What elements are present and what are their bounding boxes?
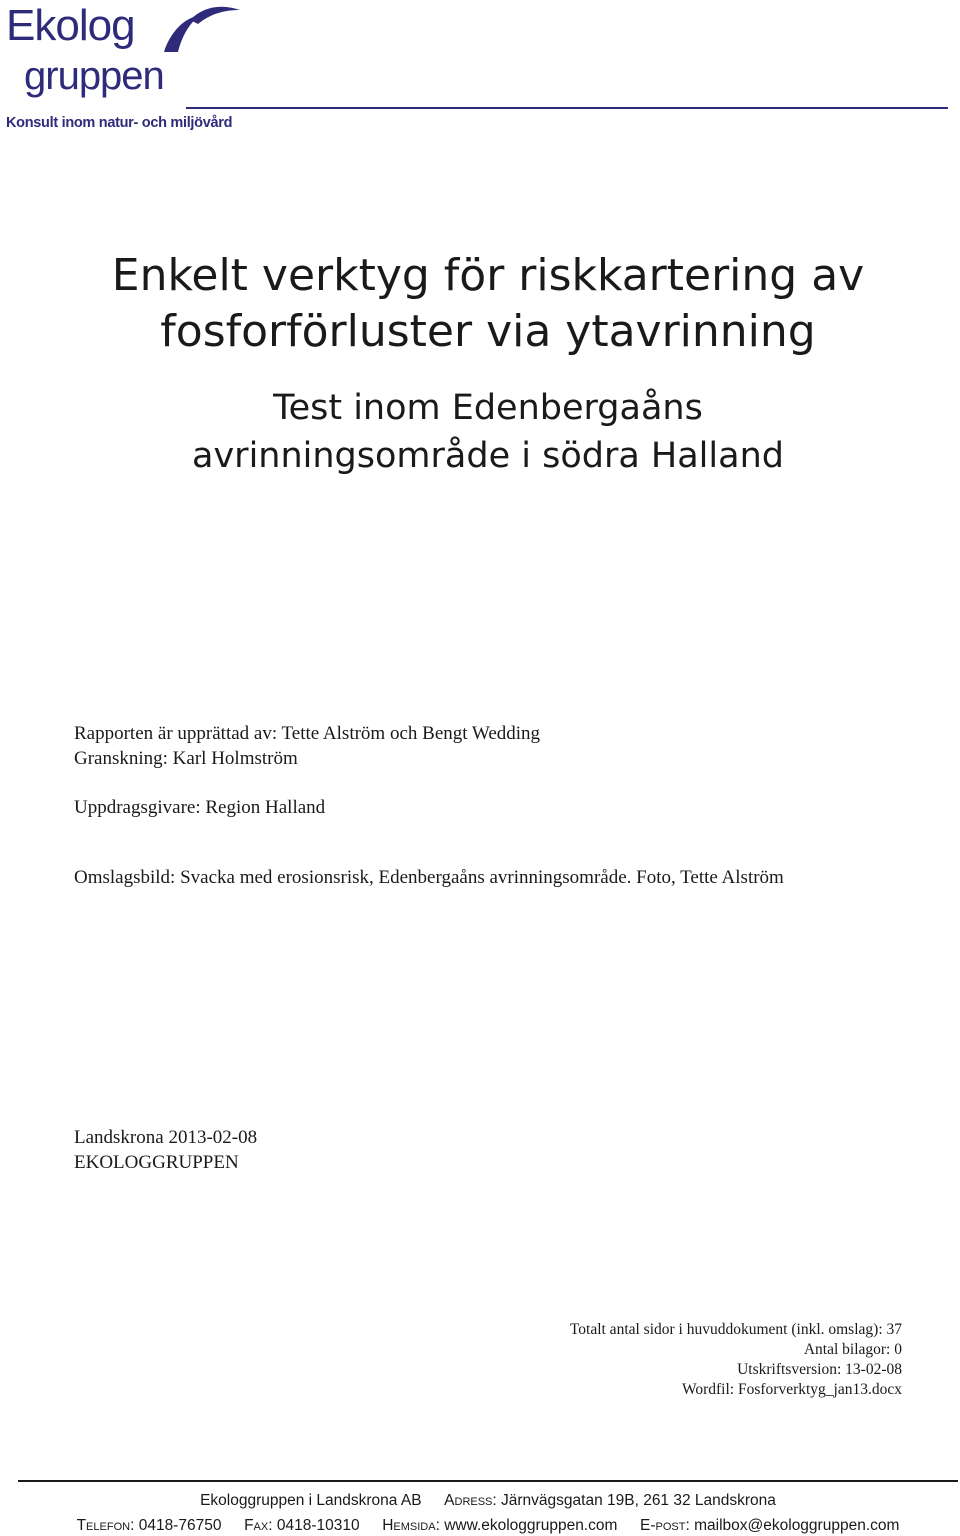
report-subtitle bbox=[0, 384, 960, 480]
logo-tagline: Konsult inom natur- och miljövård bbox=[6, 115, 233, 131]
organization-name: EKOLOGGRUPPEN bbox=[74, 1152, 239, 1173]
logo-wordmark-line2: gruppen bbox=[24, 54, 164, 98]
company-logo bbox=[0, 0, 960, 140]
footer-line-1 bbox=[0, 1492, 960, 1510]
header-divider bbox=[186, 107, 948, 109]
footer-phone: 0418-76750 bbox=[138, 1517, 222, 1534]
footer-web-label: Hemsida: bbox=[382, 1517, 440, 1534]
place-date: Landskrona 2013-02-08 bbox=[74, 1127, 258, 1148]
title-line-1: Enkelt verktyg för riskkartering av bbox=[111, 250, 865, 301]
footer-phone-label: Telefon: bbox=[76, 1517, 135, 1534]
footer-company: Ekologgruppen i Landskrona AB bbox=[200, 1492, 422, 1509]
authors-line: Rapporten är upprättad av: Tette Alström och Bengt Wedding bbox=[74, 723, 541, 744]
client-line: Uppdragsgivare: Region Halland bbox=[74, 797, 326, 818]
footer-email-link[interactable]: mailbox@ekologgruppen.com bbox=[694, 1517, 900, 1534]
logo-wordmark-line1: Ekolog bbox=[6, 1, 135, 50]
word-file-name: Wordfil: Fosforverktyg_jan13.docx bbox=[681, 1381, 902, 1398]
subtitle-line-2: avrinningsområde i södra Halland bbox=[192, 436, 784, 476]
cover-photo-caption: Omslagsbild: Svacka med erosionsrisk, Edenbergaåns avrinningsområde. Foto, Tette Alström bbox=[74, 867, 784, 888]
footer-fax-label: Fax: bbox=[244, 1517, 273, 1534]
footer-web-link[interactable]: www.ekologgruppen.com bbox=[444, 1517, 618, 1534]
document-stats bbox=[570, 1320, 902, 1400]
page-count: Totalt antal sidor i huvuddokument (inkl. omslag): 37 bbox=[569, 1321, 902, 1338]
footer-divider bbox=[18, 1480, 958, 1482]
title-line-2: fosforförluster via ytavrinning bbox=[160, 306, 816, 357]
report-title bbox=[0, 248, 960, 360]
review-line: Granskning: Karl Holmström bbox=[74, 748, 298, 769]
subtitle-line-1: Test inom Edenbergaåns bbox=[273, 388, 703, 428]
footer-line-2 bbox=[0, 1517, 960, 1535]
footer-address-label: Adress: bbox=[444, 1492, 497, 1509]
attachment-count: Antal bilagor: 0 bbox=[803, 1341, 902, 1358]
bird-icon bbox=[160, 2, 242, 56]
print-version: Utskriftsversion: 13-02-08 bbox=[737, 1361, 902, 1378]
footer-email-label: E-post: bbox=[640, 1517, 690, 1534]
footer-fax: 0418-10310 bbox=[276, 1517, 360, 1534]
footer-address: Järnvägsgatan 19B, 261 32 Landskrona bbox=[501, 1492, 776, 1509]
